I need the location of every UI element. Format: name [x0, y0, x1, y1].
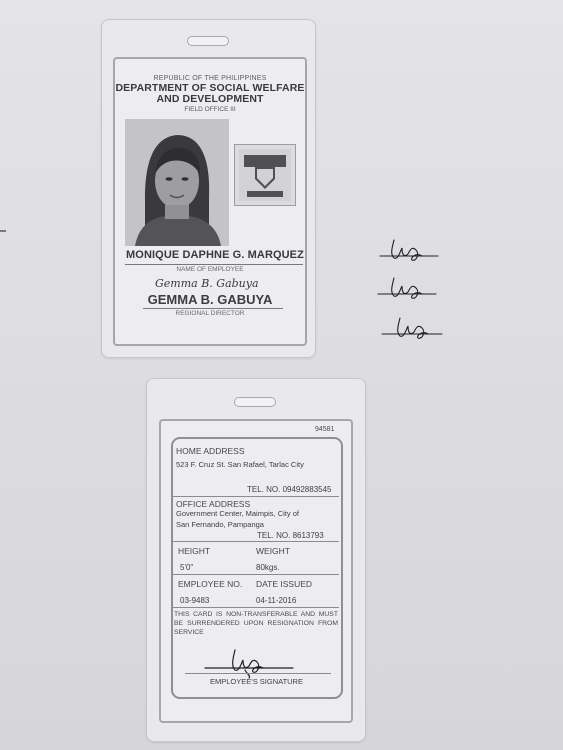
director-signature: Gemma B. Gabuya [155, 277, 259, 290]
office-tel: TEL. NO. 8613793 [257, 531, 324, 540]
portrait-photo-icon [125, 119, 229, 246]
department-title [115, 83, 305, 105]
office-address-line-1: Government Center, Maimpis, City of [176, 509, 299, 518]
home-tel: TEL. NO. 09492883545 [247, 485, 332, 494]
employee-name: MONIQUE DAPHNE G. MARQUEZ [126, 249, 304, 261]
department-line-1: DEPARTMENT OF SOCIAL WELFARE [115, 82, 305, 94]
height-label: HEIGHT [178, 546, 211, 556]
height-value: 5'0" [180, 563, 194, 572]
home-address-value: 523 F. Cruz St. San Rafael, Tarlac City [176, 460, 304, 469]
front-id-holder [101, 19, 316, 358]
signature-line [185, 673, 331, 674]
non-transferable-notice: THIS CARD IS NON-TRANSFERABLE AND MUST BE SURRENDERED UPON RESIGNATION FROM SERVICE [174, 611, 338, 636]
home-address-label: HOME ADDRESS [176, 446, 245, 456]
margin-signatures-icon [376, 232, 446, 342]
republic-header: REPUBLIC OF THE PHILIPPINES [153, 75, 267, 82]
name-underline [125, 264, 303, 265]
field-office: FIELD OFFICE III [184, 106, 236, 113]
director-underline [143, 308, 283, 309]
employee-photo [125, 119, 229, 246]
divider-office [173, 541, 339, 542]
date-issued-label: DATE ISSUED [256, 579, 313, 589]
weight-value: 80kgs. [256, 563, 280, 572]
lanyard-slot [234, 397, 276, 407]
weight-label: WEIGHT [256, 546, 290, 556]
dswd-logo-graphic [235, 145, 295, 205]
lanyard-slot [187, 36, 229, 46]
director-name: GEMMA B. GABUYA [147, 292, 273, 307]
employee-no-label: EMPLOYEE NO. [178, 579, 243, 589]
scan-mark [0, 230, 6, 232]
employee-no-value: 03-9483 [180, 596, 210, 605]
office-address-line-2: San Fernando, Pampanga [176, 520, 264, 529]
director-title: REGIONAL DIRECTOR [175, 310, 245, 317]
name-label: NAME OF EMPLOYEE [176, 266, 244, 273]
office-address-label: OFFICE ADDRESS [176, 499, 251, 509]
card-serial-number: 94581 [315, 426, 335, 433]
divider-home [173, 496, 339, 497]
front-id-card [113, 57, 307, 346]
department-line-2: AND DEVELOPMENT [156, 93, 264, 105]
divider-physical [173, 574, 339, 575]
date-issued-value: 04-11-2016 [256, 596, 297, 605]
divider-ids [173, 607, 339, 608]
signature-label: EMPLOYEE'S SIGNATURE [210, 677, 303, 686]
dswd-logo-icon [234, 144, 296, 206]
